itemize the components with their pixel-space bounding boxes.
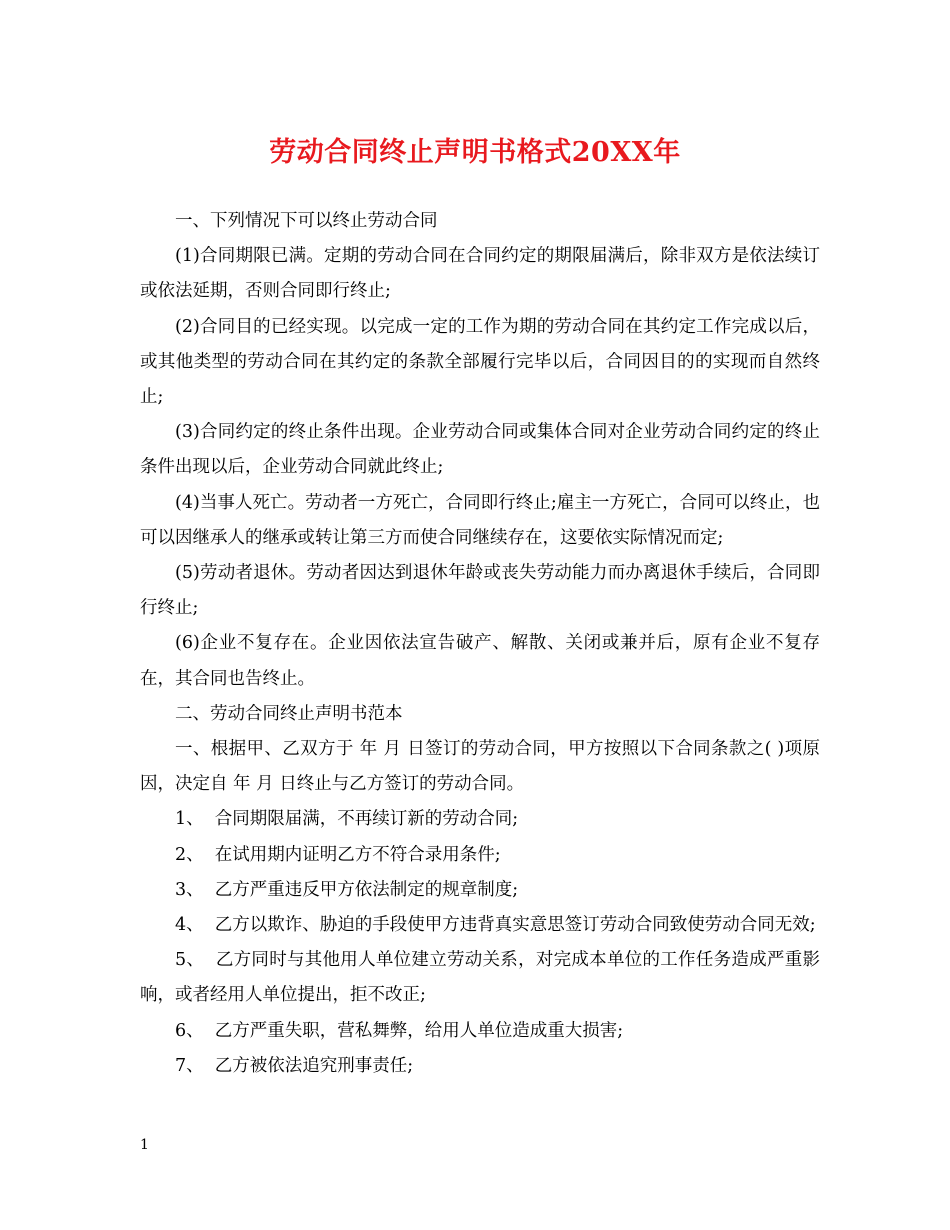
paragraph: (1)合同期限已满。定期的劳动合同在合同约定的期限届满后，除非双方是依法续订或依法延期，否则合同即行终止; [140,246,820,302]
document-title: 劳动合同终止声明书格式20XX年 [269,137,681,168]
section-heading: 一、下列情况下可以终止劳动合同 [175,211,438,231]
paragraph: (4)当事人死亡。劳动者一方死亡，合同即行终止;雇主一方死亡，合同可以终止，也可以因继承人的继承或转让第三方而使合同继续存在，这要依实际情况而定; [140,492,820,548]
list-item-text: 乙方严重违反甲方依法制定的规章制度; [214,879,519,900]
list-item-number: 2、 [175,844,204,865]
list-item [140,908,820,943]
list-item-number: 4、 [175,915,204,936]
list-item-text: 乙方以欺诈、胁迫的手段使甲方违背真实意思签订劳动合同致使劳动合同无效; [214,915,816,936]
section-heading: 二、劳动合同终止声明书范本 [175,703,403,724]
list-item [140,838,820,873]
list-item [140,873,820,908]
list-item-number: 7、 [175,1055,204,1076]
paragraph: 一、根据甲、乙双方于 年 月 日签订的劳动合同，甲方按照以下合同条款之( )项原因，决定自 年 月 日终止与乙方签订的劳动合同。 [140,739,820,795]
list-item-text: 合同期限届满，不再续订新的劳动合同; [214,809,519,830]
list-item [140,1049,820,1084]
page-number: 1 [140,1137,149,1153]
paragraph: (5)劳动者退休。劳动者因达到退休年龄或丧失劳动能力而办离退休手续后，合同即行终止; [140,563,820,619]
document-body [140,204,820,1084]
list-item-number: 6、 [175,1020,204,1041]
list-item-number: 3、 [175,879,204,900]
list-item-number: 1、 [175,809,204,830]
list-item [140,802,820,837]
paragraph: (2)合同目的已经实现。以完成一定的工作为期的劳动合同在其约定工作完成以后，或其他类型的劳动合同在其约定的条款全部履行完毕以后，合同因目的的实现而自然终止; [140,316,820,408]
list-item [140,943,820,1013]
list-item-number: 5、 [175,950,205,971]
list-item-text: 乙方被依法追究刑事责任; [214,1055,414,1076]
list-item-text: 乙方严重失职，营私舞弊，给用人单位造成重大损害; [214,1020,624,1041]
list-item-text: 在试用期内证明乙方不符合录用条件; [214,844,501,865]
paragraph: (3)合同约定的终止条件出现。企业劳动合同或集体合同对企业劳动合同约定的终止条件出现以后，企业劳动合同就此终止; [140,422,820,478]
list-item [140,1014,820,1049]
paragraph: (6)企业不复存在。企业因依法宣告破产、解散、关闭或兼并后，原有企业不复存在，其合同也告终止。 [140,633,820,689]
list-item-text: 乙方同时与其他用人单位建立劳动关系，对完成本单位的工作任务造成严重影响，或者经用人单位提出，拒不改正; [140,950,820,1006]
